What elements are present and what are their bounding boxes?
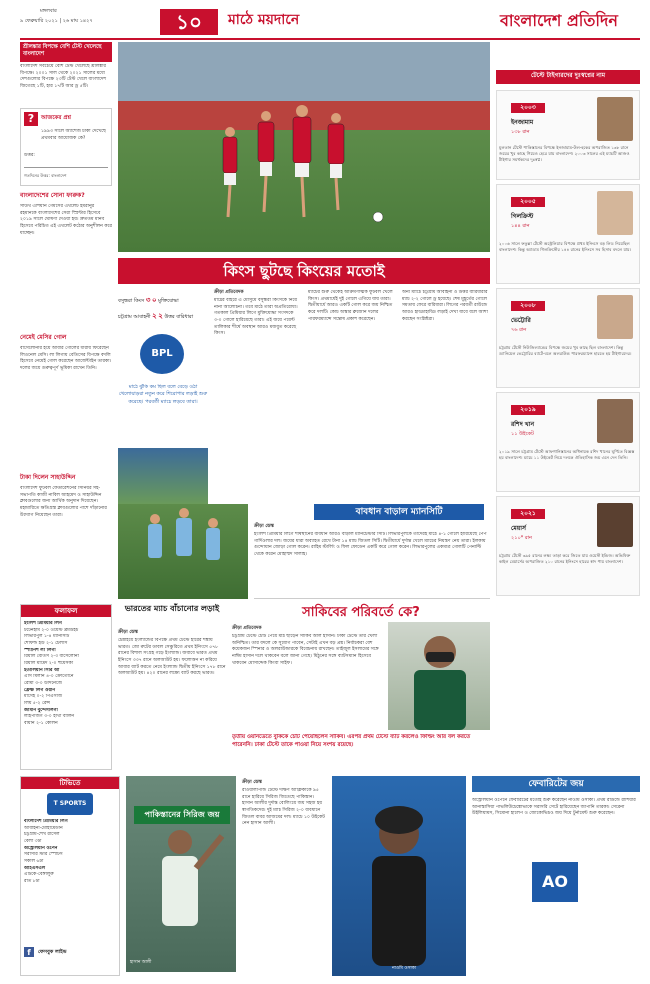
gold-text: সাউথ এশিয়ান গেমসের এথলেট ইমরানুর রহমানকে বাংলাদেশের সেরা স্প্রিন্টার হিসেবে ২০১৯ সালে ঘোষণা দেওয়া হয়। দ্রুততম মানব হিসেবে পরিচিত এই এথলেট কঠোর অনুশীলন করে যাচ্ছেন। xyxy=(20,204,112,236)
team-name: মুক্তিযোদ্ধা xyxy=(158,298,179,304)
header-date: ৯ ফেব্রুয়ারি ২০২১ | ২৬ মাঘ ১৪২৭ xyxy=(20,18,93,24)
facebook-icon: f xyxy=(24,947,34,957)
tv-item: আবাহনী-মোহামেডান xyxy=(24,825,63,831)
player-photo xyxy=(597,191,633,235)
player-text: ২০১৯ সালে চট্টগ্রাম টেস্টে আফগানিস্তানের অধিনায়ক রশিদ খানের ঘূর্ণিতে বিধ্বস্ত হয় বাংলাদেশ। ম্যাচে ১১ উইকেট নিয়ে দলকে ঐতিহাসিক জয় এনে দেন তিনি। xyxy=(499,449,635,461)
shakib-headline: সাকিবের পরিবর্তে কে? xyxy=(302,605,420,620)
india-headline: ভারতের ম্যাচ বাঁচানোর লড়াই xyxy=(124,604,220,613)
lead-secondary-photo xyxy=(118,448,208,504)
tv-item: বাংলাদেশ প্রিমিয়ার লিগ xyxy=(24,819,68,824)
tv-item: চট্টগ্রাম-শেখ রাসেল xyxy=(24,832,60,838)
quiz-prev: গতদিনের উত্তর: বাংলাদেশ xyxy=(24,173,67,178)
player-name: ইনজামাম xyxy=(511,119,534,126)
football-players-illustration xyxy=(118,42,490,252)
city-players-illustration xyxy=(118,504,248,599)
year-badge: ২০০৫ xyxy=(511,197,545,207)
player-photo xyxy=(597,503,633,547)
player-photo xyxy=(597,399,633,443)
tv-schedule xyxy=(24,819,116,886)
tiger-text: বাংলাদেশ ফুটবল ফেডারেশনের সিনিয়র সহ-সভাপতি কাজী নাবিল আহমেদ ও সাহাউদ্দিন ক্লাবগুলোর জন্য আর্থিক অনুদান দিয়েছেন। মহামারিতে ক্ষতিগ্রস্ত ক্লাবগুলোর পাশে দাঁড়ানোর উদ্যোগ নিয়েছেন তারা। xyxy=(20,486,107,518)
gold-title: বাংলাদেশের সোনা ফারুক? xyxy=(20,192,85,199)
pakistan-body: রাওয়ালপিন্ডি টেস্টে দক্ষিণ আফ্রিকাকে ৯৫ রানে হারিয়ে সিরিজ জিতেছে পাকিস্তান। হাসান আলীর দুর্দান্ত বোলিংয়ে জয় সহজ হয় স্বাগতিকদের। দুই ম্যাচ সিরিজ ২-০ ব্যবধানে জিতল বাবর আজমের দল। ম্যাচে ১০ উইকেট নেন হাসান আলী। xyxy=(242,788,325,827)
srilanka-title: শ্রীলঙ্কার বিপক্ষে বেশি টেস্ট খেলেছে বাংলাদেশ xyxy=(20,42,112,62)
player-photo xyxy=(597,295,633,339)
shakib-figure-illustration xyxy=(388,622,490,730)
result-item: শেফিল্ড ইউ ২-১ চেলসি xyxy=(24,640,68,646)
tv-item: বেলা ৩টা xyxy=(24,838,42,844)
quiz-text: ১৯৯৩ সালে অ্যাশেজ চাকা দেখেছে প্রথমবার আয়োজক কে? xyxy=(41,129,106,141)
team-score: ২ xyxy=(158,312,163,320)
lead-photo xyxy=(118,42,490,252)
result-item: রিয়াল বেতিস ২-৩ বার্সেলোনা xyxy=(24,654,79,660)
lead-body-col-1: মাঠের বাইরে এ মৌসুমে বসুন্ধরা কিংসকে নিয়ে নানা আলোচনা। তবে মাঠে তারা অপ্রতিরোধ্য। গতকাল প্রিমিয়ার লিগে মুক্তিযোদ্ধা সংসদকে ৩-০ গোলে হারিয়েছে তারা। এই জয়ে পয়েন্ট তালিকার শীর্ষে অবস্থান আরও মজবুত করেছে কিংস। xyxy=(214,298,298,337)
city-body: ইংলিশ প্রিমিয়ার লিগে শীর্ষস্থানের ব্যবধান আরও বাড়াল ম্যানচেস্টার সিটি। লিভারপুলকে তাদেরই মাঠে ৪-১ গোলে হারিয়েছে পেপ গার্দিওলার দল। জয়ের ধারা অব্যাহত রেখে টানা ১৪ ম্যাচ জিতল সিটি। দ্বিতীয়ার্ধে দুর্দান্ত খেলে ম্যাচের নিয়ন্ত্রণ নেয় তারা। ইলকায় গুন্দোয়ান জোড়া গোল করেন। রাহিম স্টার্লিং ও ফিল ফোডেন একটি করে গোল করেন। লিভারপুলের একমাত্র গোলটি পেনাল্টি থেকে করেন মোহাম্মদ সালাহ। xyxy=(254,532,487,557)
city-photo xyxy=(118,504,248,599)
result-item: রিয়াল মাদ্রিদ ২-০ হুয়েসকা xyxy=(24,660,74,666)
city-story xyxy=(254,504,490,599)
result-item: লাইপজিগ ৩-০ হার্থা বার্লিন xyxy=(24,714,75,720)
pakistan-headline: পাকিস্তানের সিরিজ জয় xyxy=(134,806,230,824)
tv-item: সকাল ৬টা xyxy=(24,858,44,864)
quiz-box xyxy=(20,108,112,186)
year-badge: ২০০৩ xyxy=(511,103,545,113)
messi-title: নেমেই মেসির গোল xyxy=(20,334,67,341)
player-stat: ৭৬ রান xyxy=(511,327,527,333)
result-item: জার্মান বুন্দেসলিগা xyxy=(24,707,58,713)
year-badge: ২০০৮ xyxy=(511,301,545,311)
cricket-panel-title: টেস্টে টাইগারদের দুঃস্বপ্নের নাম xyxy=(496,70,640,84)
player-card-vettori xyxy=(496,288,640,388)
messi-text: বার্সেলোনার হয়ে আবার গোলের ধারায় ফিরেছেন লিওনেল মেসি। লা লিগায় বেতিসের বিপক্ষে বদলি হিসেবে নেমেই গোল করেছেন আর্জেন্টাইন তারকা। দলের জয়ে গুরুত্বপূর্ণ ভূমিকা রাখেন তিনি। xyxy=(20,346,112,371)
masthead-logo: বাংলাদেশ প্রতিদিন xyxy=(500,11,618,30)
lead-body-col-2: ম্যাচের শুরু থেকেই আক্রমণাত্মক ফুটবল খেলে কিংস। প্রথমার্ধেই দুই গোলে এগিয়ে যায় তারা। দ্বিতীয়ার্ধে আরও একটি গোল করে জয় নিশ্চিত করে দলটি। কোচ অস্কার ব্রুজোন দলের পারফরম্যান্সে সন্তোষ প্রকাশ করেছেন। xyxy=(308,290,393,322)
player-name: রশিদ খান xyxy=(511,421,535,428)
result-item: রোমা ৩-০ উদিনেজে xyxy=(24,680,63,686)
year-badge: ২০২১ xyxy=(511,509,545,519)
score-row-2 xyxy=(118,312,208,321)
india-story xyxy=(118,604,226,770)
team-name: বসুন্ধরা কিংস xyxy=(118,298,145,304)
header-day: মঙ্গলবার xyxy=(40,8,57,14)
player-name: ভেট্টোরি xyxy=(511,317,531,324)
team-score: ০ xyxy=(151,296,157,304)
left-column xyxy=(20,42,112,597)
tv-item: আইএসএল xyxy=(24,865,46,871)
result-item: ফ্রেঞ্চ লিগ ওয়ান xyxy=(24,687,56,693)
player-card-inzamam xyxy=(496,90,640,180)
osaka-headline: ফেবারিটের জয় xyxy=(472,776,640,792)
result-item: ইংলিশ প্রিমিয়ার লিগ xyxy=(24,621,62,626)
player-stat: ১৪৪ রান xyxy=(511,223,530,229)
team-score: ২ xyxy=(152,312,157,320)
result-item: মার্সেই ০-২ পিএসজি xyxy=(24,694,63,700)
quiz-label: আজকের প্রশ্ন xyxy=(41,115,71,121)
lead-byline: ক্রীড়া প্রতিবেদক xyxy=(214,290,244,295)
quiz-answer: উত্তর: xyxy=(24,153,35,158)
player-stat: ১১ উইকেট xyxy=(511,431,534,437)
year-badge: ২০১৯ xyxy=(511,405,545,415)
osaka-body: অস্ট্রেলিয়ান ওপেনে ফেবারিটের মতোই শুরু করেছেন নাওমি ওসাকা। প্রথম রাউন্ডে রাশিয়ার আনাস্তাসিয়া পাভলিউচেঙ্কোভাকে সরাসরি সেটে হারিয়েছেন জাপানি তারকা। সেরেনা উইলিয়ামস, সিমোনা হালেপ ও জোকোভিচও জয় দিয়ে টুর্নামেন্ট শুরু করেছেন। xyxy=(472,798,636,817)
player-stat: ২১০* রান xyxy=(511,535,533,541)
player-photo xyxy=(597,97,633,141)
shakib-pullquote: তৃতীয় ওয়ানডেতে বুকিকে চোট পেয়েছিলেন সাকিব। এরপর প্রথম টেস্টে ব্যাট করলেও ফিল্ডিং আর বল করতে পারেননি। ঢাকা টেস্টে তাকে পাওয়া নিয়ে সংশয় রয়েছে। xyxy=(232,734,471,748)
india-byline: ক্রীড়া ডেস্ক xyxy=(118,630,138,635)
osaka-photo-caption: নাওমি ওসাকা xyxy=(392,966,416,971)
team-name: চট্টগ্রাম আবাহনী xyxy=(118,314,151,320)
srilanka-text: বাংলাদেশ সবচেয়ে বেশি টেস্ট খেলেছে শ্রীলঙ্কার বিপক্ষে। ২০০১ সাল থেকে ২০২১ সালের মধ্যে দেশগুলোর বিপক্ষে ২৩টি টেস্ট খেলে বাংলাদেশ জিতেছে ১টি, হার ১৭টি আর ড্র ৫টি। xyxy=(20,64,107,89)
osaka-photo xyxy=(332,776,466,976)
city-headline: বাবধান বাড়াল ম্যানসিটি xyxy=(314,504,484,520)
result-item: স্প্যানিশ লা লিগা xyxy=(24,647,56,653)
result-item: লিয়ঁ ৫-২ রেন্স xyxy=(24,700,50,706)
shakib-body: চট্টগ্রাম টেস্টে চোট পেয়ে মাঠ ছাড়েন সাকিব আল হাসান। ঢাকা টেস্টে তার খেলা অনিশ্চিত। তার বদলে কে সুযোগ পাবেন, সেটাই এখন বড় প্রশ্ন। নির্বাচকরা বেশ কয়েকজন স্পিনার ও অলরাউন্ডারকে বিবেচনায় রাখছেন। তাইজুল ইসলামের সঙ্গে নাঈম হাসান দলে থাকবেন বলে জানা গেছে। মিঠুনের সঙ্গে ব্যাটসম্যান হিসেবে থাকবেন মোসাদ্দেক কিংবা সাইফ। xyxy=(232,634,379,666)
tsports-logo: T SPORTS xyxy=(47,793,93,815)
shakib-photo xyxy=(388,622,490,730)
tv-item: সরাসরি স্টার স্পোর্টস xyxy=(24,852,63,858)
result-item: লিভারপুল ১-৪ ম্যানসিটি xyxy=(24,634,70,640)
lead-body xyxy=(214,290,490,500)
result-item: এসি মিলান ৪-০ ক্রোতোনে xyxy=(24,674,74,680)
lead-caption: মাঠে ঝুঁকি কম ছিল বলে বেড়ে ওঠা খেলোয়াড়রা নতুন করে শিরোপার লড়াই শুরু করেছে। পরবর্তী ম্যাচে লড়বে তারা। xyxy=(118,384,208,405)
team-name: উত্তর বারিধারা xyxy=(164,314,194,320)
page-header xyxy=(0,0,650,40)
player-stat: ১৩৮ রান xyxy=(511,129,530,135)
lead-body-col-3: অন্য ম্যাচে চট্টগ্রাম আবাহনী ও উত্তর বারিধারার ম্যাচ ২-২ গোলে ড্র হয়েছে। শেষ মুহূর্তের গোলে সমতায় ফেরে বারিধারা। লিগের পরবর্তী রাউন্ডে আরও হাড্ডাহাড্ডি লড়াই দেখা যাবে বলে আশা করছেন সংশ্লিষ্টরা। xyxy=(402,290,488,322)
results-title: ফলাফল xyxy=(21,605,111,617)
tv-box xyxy=(20,776,120,976)
question-icon: ? xyxy=(24,112,38,126)
tv-item: এটিকে-বেঙ্গালুরু xyxy=(24,872,54,878)
result-item: টটেনহাম ২-০ ওয়েস্ট ব্রমউইচ xyxy=(24,627,79,633)
player-text: চট্টগ্রাম টেস্টে ৩৯৫ রানের লক্ষ্য তাড়া করে জিতে যায় ওয়েস্ট ইন্ডিজ। অভিষিক্ত কাইল মেয়ার্সের অপরাজিত ২১০ রানের ইনিংসে হারের স্বাদ পায় বাংলাদেশ। xyxy=(499,553,631,565)
pakistan-story xyxy=(126,776,326,976)
player-text: মুলতান টেস্টে পাকিস্তানের বিপক্ষে ইনজামাম-উল-হকের অপরাজিত ১৩৮ রানে জয়ের খুব কাছে গিয়েও হেরে যায় বাংলাদেশ। ২০০৩ সালের এই ম্যাচটি আজও টাইগার সমর্থকদের দুঃস্বপ্ন। xyxy=(499,145,630,163)
shakib-story xyxy=(232,604,490,770)
pakistan-photo-caption: হাসান আলী xyxy=(130,960,152,965)
header-rule xyxy=(20,38,640,40)
team-score: ৩ xyxy=(145,296,151,304)
tv-item: অস্ট্রেলিয়ান ওপেন xyxy=(24,845,58,851)
section-title: মাঠে ময়দানে xyxy=(228,12,300,28)
score-row-1 xyxy=(118,296,208,305)
tiger-title: টাকা দিলেন সাহাউদ্দিন xyxy=(20,474,76,481)
shakib-byline: ক্রীড়া প্রতিবেদক xyxy=(232,626,262,631)
page-number: ১০ xyxy=(160,9,218,35)
osaka-figure-illustration xyxy=(332,776,466,976)
india-body: চেন্নাইয়ে ইংল্যান্ডের বিপক্ষে প্রথম টেস্টে হারের শঙ্কায় ভারত। জো রুটের ডাবল সেঞ্চুরিতে প্রথম ইনিংসে ৫৭৮ রানের বিশাল সংগ্রহ গড়ে ইংল্যান্ড। জবাবে ভারত প্রথম ইনিংসে ৩৩৭ রানে অলআউট হয়। ফলোঅন না করিয়ে আবার ব্যাট করতে নেমে ইংল্যান্ড দ্বিতীয় ইনিংসে ১৭৮ রানে অলআউট হয়। ৪২০ রানের লক্ষ্যে ব্যাট করছে ভারত। xyxy=(118,638,226,677)
results-box xyxy=(20,604,112,770)
cricket-panel xyxy=(496,42,640,597)
osaka-story xyxy=(472,776,640,976)
facebook-label: ফেসবুক লাইভ xyxy=(38,949,67,955)
results-list xyxy=(24,621,110,728)
result-item: ইতালিয়ান সিরি আ xyxy=(24,667,60,673)
player-text: চট্টগ্রাম টেস্টে নিউজিল্যান্ডের বিপক্ষে জয়ের খুব কাছে ছিল বাংলাদেশ। কিন্তু ড্যানিয়েল ভেট্টোরির ব্যাটে-বলে অলরাউন্ড পারফরম্যান্সে হারতে হয় টাইগারদের। xyxy=(499,345,632,357)
player-card-gilchrist xyxy=(496,184,640,284)
player-name: গিলক্রিস্ট xyxy=(511,213,534,220)
player-text: ২০০৬ সালে ফতুল্লা টেস্টে অস্ট্রেলিয়ার বিপক্ষে প্রথম ইনিংসে বড় লিড নিয়েছিল বাংলাদেশ। কিন্তু অ্যাডাম গিলক্রিস্টের ১৪৪ রানের ইনিংসে সব হিসাব বদলে যায়। xyxy=(499,241,632,253)
lead-headline: কিংস ছুটছে কিংয়ের মতোই xyxy=(118,258,490,284)
quiz-line xyxy=(24,167,108,168)
tv-item: রাত ৮টা xyxy=(24,878,40,884)
player-card-mayers xyxy=(496,496,640,596)
player-card-rashid xyxy=(496,392,640,492)
facebook-live[interactable] xyxy=(24,947,116,959)
tv-title: টিভিতে xyxy=(21,777,119,789)
city-byline: ক্রীড়া ডেস্ক xyxy=(254,524,274,529)
lead-scoreboard xyxy=(118,290,208,500)
ao-logo: AO xyxy=(532,862,578,902)
player-name: মেয়ার্স xyxy=(511,525,527,532)
pakistan-byline: ক্রীড়া ডেস্ক xyxy=(242,780,262,785)
league-logo: BPL xyxy=(140,334,184,374)
result-item: বায়ার্ন ২-১ কোলন xyxy=(24,720,58,726)
